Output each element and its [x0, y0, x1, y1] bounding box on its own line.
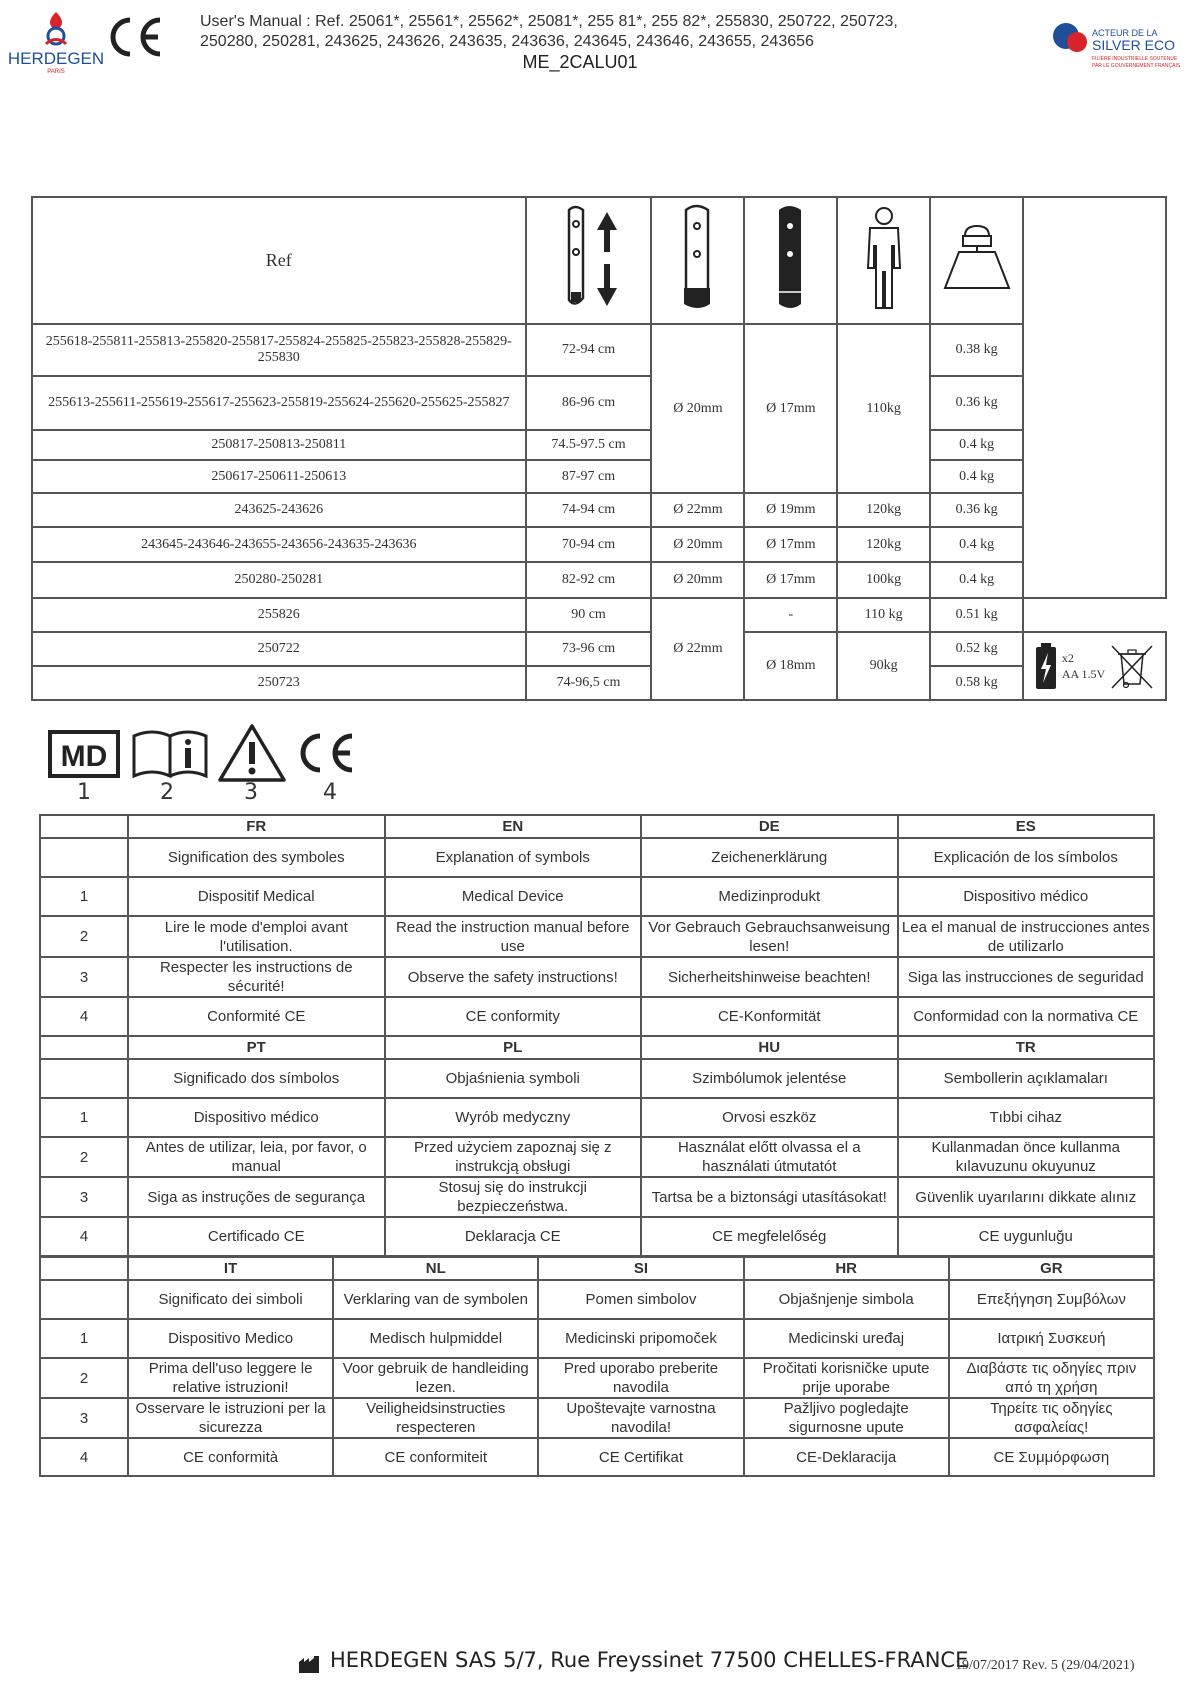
- text-cell: Conformidad con la normativa CE: [898, 997, 1155, 1036]
- tube-cell: Ø 17mm: [744, 324, 837, 493]
- height-cell: 74-96,5 cm: [526, 666, 652, 700]
- lang-header: FR: [128, 815, 385, 838]
- tip-diameter-icon: [668, 202, 728, 314]
- height-cell: 74-94 cm: [526, 493, 652, 527]
- manual-reference: [200, 12, 960, 52]
- row-number: 3: [40, 957, 128, 997]
- symbols-table-pt-pl-hu-tr: [39, 1035, 1155, 1257]
- weight-cell: 0.58 kg: [930, 666, 1023, 700]
- text-cell: Medical Device: [385, 877, 642, 916]
- weight-cell: 0.36 kg: [930, 493, 1023, 527]
- text-cell: Observe the safety instructions!: [385, 957, 642, 997]
- load-cell: 120kg: [837, 527, 930, 562]
- weight-cell: 0.36 kg: [930, 376, 1023, 430]
- text-cell: Használat előtt olvassa el a használati útmutatót: [641, 1137, 898, 1177]
- text-cell: CE conformity: [385, 997, 642, 1036]
- text-cell: Medisch hulpmiddel: [333, 1319, 538, 1358]
- tube-cell: Ø 17mm: [744, 562, 837, 598]
- lang-header: EN: [385, 815, 642, 838]
- text-cell: Διαβάστε τις οδηγίες πριν από τη χρήση: [949, 1358, 1154, 1398]
- tip-cell: Ø 22mm: [651, 598, 744, 700]
- brand-name: HERDEGEN: [8, 49, 104, 68]
- height-cell: 82-92 cm: [526, 562, 652, 598]
- row-number: 3: [40, 1398, 128, 1438]
- tip-cell: Ø 22mm: [651, 493, 744, 527]
- ref-cell: 250722: [32, 632, 526, 666]
- weee-crossed-bin-icon: [1109, 642, 1155, 690]
- symbols-table-fr-en-de-es: [39, 814, 1155, 1037]
- product-weight-icon: [937, 202, 1017, 314]
- height-cell: 74.5-97.5 cm: [526, 430, 652, 460]
- title-cell: Objaśnienia symboli: [385, 1059, 642, 1098]
- lang-header: PL: [385, 1036, 642, 1059]
- text-cell: Certificado CE: [128, 1217, 385, 1256]
- title-cell: Sembollerin açıklamaları: [898, 1059, 1155, 1098]
- text-cell: Lea el manual de instrucciones antes de utilizarlo: [898, 916, 1155, 957]
- load-cell: 100kg: [837, 562, 930, 598]
- ref-cell: 243645-243646-243655-243656-243635-243636: [32, 527, 526, 562]
- silver-eco-line-2: SILVER ECO: [1092, 37, 1175, 53]
- weight-cell: 0.4 kg: [930, 460, 1023, 493]
- battery-icon: [1034, 641, 1058, 691]
- title-cell: Explanation of symbols: [385, 838, 642, 877]
- lang-header: NL: [333, 1257, 538, 1280]
- row-number: 2: [40, 1137, 128, 1177]
- text-cell: Ιατρική Συσκευή: [949, 1319, 1154, 1358]
- ref-cell: 250723: [32, 666, 526, 700]
- lang-header: PT: [128, 1036, 385, 1059]
- ce-mark-icon: [106, 14, 164, 60]
- text-cell: Medizinprodukt: [641, 877, 898, 916]
- weight-cell: 0.4 kg: [930, 562, 1023, 598]
- blank-cell: [40, 1280, 128, 1319]
- text-cell: Dispositivo médico: [898, 877, 1155, 916]
- text-cell: Veiligheidsinstructies respecteren: [333, 1398, 538, 1438]
- tip-cell: Ø 20mm: [651, 324, 744, 493]
- title-cell: Significato dei simboli: [128, 1280, 333, 1319]
- text-cell: CE Certifikat: [538, 1438, 743, 1476]
- text-cell: Siga as instruções de segurança: [128, 1177, 385, 1217]
- instruction-manual-icon: [134, 732, 206, 776]
- weight-cell: 0.38 kg: [930, 324, 1023, 376]
- height-column-header: [526, 197, 652, 324]
- text-cell: Güvenlik uyarılarını dikkate alınız: [898, 1177, 1155, 1217]
- title-cell: Pomen simbolov: [538, 1280, 743, 1319]
- lang-header: GR: [949, 1257, 1154, 1280]
- height-cell: 73-96 cm: [526, 632, 652, 666]
- title-cell: Significado dos símbolos: [128, 1059, 385, 1098]
- weight-cell: 0.51 kg: [930, 598, 1023, 632]
- tip-column-header: [651, 197, 744, 324]
- medical-device-icon: [50, 732, 118, 776]
- row-number: 3: [40, 1177, 128, 1217]
- text-cell: Pažljivo pogledajte sigurnosne upute: [744, 1398, 949, 1438]
- text-cell: Pred uporabo preberite navodila: [538, 1358, 743, 1398]
- height-cell: 86-96 cm: [526, 376, 652, 430]
- ref-cell: 250280-250281: [32, 562, 526, 598]
- text-cell: CE uygunluğu: [898, 1217, 1155, 1256]
- weight-cell: 0.4 kg: [930, 527, 1023, 562]
- herdegen-logo: [8, 8, 104, 74]
- row-number: 4: [40, 1217, 128, 1256]
- text-cell: Tartsa be a biztonsági utasításokat!: [641, 1177, 898, 1217]
- load-cell: 90kg: [837, 632, 930, 700]
- row-number: 1: [40, 877, 128, 916]
- text-cell: Kullanmadan önce kullanma kılavuzunu okuyunuz: [898, 1137, 1155, 1177]
- load-cell: 110kg: [837, 324, 930, 493]
- height-cell: 72-94 cm: [526, 324, 652, 376]
- text-cell: Dispositivo Medico: [128, 1319, 333, 1358]
- text-cell: Medicinski pripomoček: [538, 1319, 743, 1358]
- text-cell: Deklaracja CE: [385, 1217, 642, 1256]
- tip-cell: Ø 20mm: [651, 527, 744, 562]
- weight-cell: 0.4 kg: [930, 430, 1023, 460]
- row-number: 2: [40, 1358, 128, 1398]
- row-number: 4: [40, 997, 128, 1036]
- text-cell: Tıbbi cihaz: [898, 1098, 1155, 1137]
- lang-header: IT: [128, 1257, 333, 1280]
- ref-cell: 255826: [32, 598, 526, 632]
- title-cell: Verklaring van de symbolen: [333, 1280, 538, 1319]
- text-cell: Τηρείτε τις οδηγίες ασφαλείας!: [949, 1398, 1154, 1438]
- text-cell: CE conformiteit: [333, 1438, 538, 1476]
- text-cell: Upoštevajte varnostna navodila!: [538, 1398, 743, 1438]
- silver-eco-line-4: PAR LE GOUVERNEMENT FRANÇAIS: [1092, 63, 1180, 69]
- height-cell: 87-97 cm: [526, 460, 652, 493]
- symbol-number: 1: [77, 780, 91, 805]
- text-cell: Prima dell'uso leggere le relative istruzioni!: [128, 1358, 333, 1398]
- ref-header: Ref: [32, 197, 526, 324]
- symbol-legend: [48, 722, 368, 812]
- text-cell: Dispositivo médico: [128, 1098, 385, 1137]
- text-cell: Read the instruction manual before use: [385, 916, 642, 957]
- text-cell: CE conformità: [128, 1438, 333, 1476]
- title-cell: Επεξήγηση Συμβόλων: [949, 1280, 1154, 1319]
- ref-cell: 255613-255611-255619-255617-255623-255819-255624-255620-255625-255827: [32, 376, 526, 430]
- title-cell: Objašnjenje simbola: [744, 1280, 949, 1319]
- text-cell: CE megfelelőség: [641, 1217, 898, 1256]
- load-cell: 110 kg: [837, 598, 930, 632]
- tip-cell: Ø 20mm: [651, 562, 744, 598]
- tube-cell: -: [744, 598, 837, 632]
- text-cell: Voor gebruik de handleiding lezen.: [333, 1358, 538, 1398]
- warning-icon: [220, 726, 284, 780]
- md-label: MD: [60, 740, 108, 773]
- lang-header: DE: [641, 815, 898, 838]
- symbols-table-it-nl-si-hr-gr: [39, 1256, 1155, 1477]
- lang-header: ES: [898, 815, 1155, 838]
- text-cell: Wyrób medyczny: [385, 1098, 642, 1137]
- tube-cell: Ø 17mm: [744, 527, 837, 562]
- load-cell: 120kg: [837, 493, 930, 527]
- text-cell: Vor Gebrauch Gebrauchsanweisung lesen!: [641, 916, 898, 957]
- lang-header: SI: [538, 1257, 743, 1280]
- tube-cell: Ø 19mm: [744, 493, 837, 527]
- load-column-header: [837, 197, 930, 324]
- height-cell: 70-94 cm: [526, 527, 652, 562]
- product-spec-table: [31, 196, 1167, 701]
- adjustable-height-icon: [549, 202, 629, 314]
- text-cell: Conformité CE: [128, 997, 385, 1036]
- ce-mark-icon: [303, 736, 352, 770]
- silver-eco-line-1: ACTEUR DE LA: [1092, 28, 1158, 38]
- battery-cell: [1023, 632, 1166, 700]
- symbol-number: 2: [160, 780, 174, 805]
- row-number: 2: [40, 916, 128, 957]
- blank-column: [1023, 197, 1166, 598]
- text-cell: Siga las instrucciones de seguridad: [898, 957, 1155, 997]
- blank-cell: [40, 1257, 128, 1280]
- title-cell: Szimbólumok jelentése: [641, 1059, 898, 1098]
- title-cell: Signification des symboles: [128, 838, 385, 877]
- symbol-number: 4: [323, 780, 337, 805]
- title-cell: Zeichenerklärung: [641, 838, 898, 877]
- weight-cell: 0.52 kg: [930, 632, 1023, 666]
- revision-date: 19/07/2017 Rev. 5 (29/04/2021): [955, 1658, 1135, 1673]
- text-cell: Przed użyciem zapoznaj się z instrukcją obsługi: [385, 1137, 642, 1177]
- manufacturer-address: HERDEGEN SAS 5/7, Rue Freyssinet 77500 CHELLES-FRANCE: [330, 1648, 969, 1672]
- row-number: 1: [40, 1319, 128, 1358]
- blank-cell: [40, 815, 128, 838]
- text-cell: Stosuj się do instrukcji bezpieczeństwa.: [385, 1177, 642, 1217]
- battery-qty: x2: [1061, 651, 1074, 665]
- ref-cell: 243625-243626: [32, 493, 526, 527]
- lang-header: TR: [898, 1036, 1155, 1059]
- text-cell: Orvosi eszköz: [641, 1098, 898, 1137]
- text-cell: Sicherheitshinweise beachten!: [641, 957, 898, 997]
- weight-column-header: [930, 197, 1023, 324]
- manufacturer-icon: [298, 1656, 320, 1674]
- text-cell: Medicinski uređaj: [744, 1319, 949, 1358]
- text-cell: CE-Konformität: [641, 997, 898, 1036]
- manual-line-1: User's Manual : Ref. 25061*, 25561*, 25562*, 25081*, 255 81*, 255 82*, 255830, 250722, 250723,: [200, 13, 898, 30]
- text-cell: Lire le mode d'emploi avant l'utilisation.: [128, 916, 385, 957]
- document-code: ME_2CALU01: [522, 52, 638, 72]
- tube-column-header: [744, 197, 837, 324]
- max-user-weight-icon: [854, 202, 914, 314]
- manual-line-2: 250280, 250281, 243625, 243626, 243635, 243636, 243645, 243646, 243655, 243656: [200, 33, 814, 50]
- title-cell: Explicación de los símbolos: [898, 838, 1155, 877]
- text-cell: Dispositif Medical: [128, 877, 385, 916]
- row-number: 1: [40, 1098, 128, 1137]
- text-cell: Antes de utilizar, leia, por favor, o manual: [128, 1137, 385, 1177]
- tube-cell: Ø 18mm: [744, 632, 837, 700]
- text-cell: Osservare le istruzioni per la sicurezza: [128, 1398, 333, 1438]
- text-cell: CE Συμμόρφωση: [949, 1438, 1154, 1476]
- text-cell: Respecter les instructions de sécurité!: [128, 957, 385, 997]
- text-cell: CE-Deklaracija: [744, 1438, 949, 1476]
- battery-type: AA 1.5V: [1061, 667, 1106, 681]
- height-cell: 90 cm: [526, 598, 652, 632]
- brand-sub: PARIS: [47, 69, 65, 74]
- ref-cell: 250617-250611-250613: [32, 460, 526, 493]
- lang-header: HU: [641, 1036, 898, 1059]
- symbol-number: 3: [244, 780, 258, 805]
- blank-cell: [40, 1059, 128, 1098]
- silver-eco-line-3: FILIÈRE INDUSTRIELLE SOUTENUE: [1092, 56, 1178, 62]
- text-cell: Pročitati korisničke upute prije uporabe: [744, 1358, 949, 1398]
- tube-diameter-icon: [761, 202, 821, 314]
- ref-cell: 255618-255811-255813-255820-255817-255824-255825-255823-255828-255829-255830: [32, 324, 526, 376]
- lang-header: HR: [744, 1257, 949, 1280]
- ref-cell: 250817-250813-250811: [32, 430, 526, 460]
- row-number: 4: [40, 1438, 128, 1476]
- blank-cell: [40, 1036, 128, 1059]
- blank-cell: [40, 838, 128, 877]
- silver-eco-logo: [1050, 14, 1180, 80]
